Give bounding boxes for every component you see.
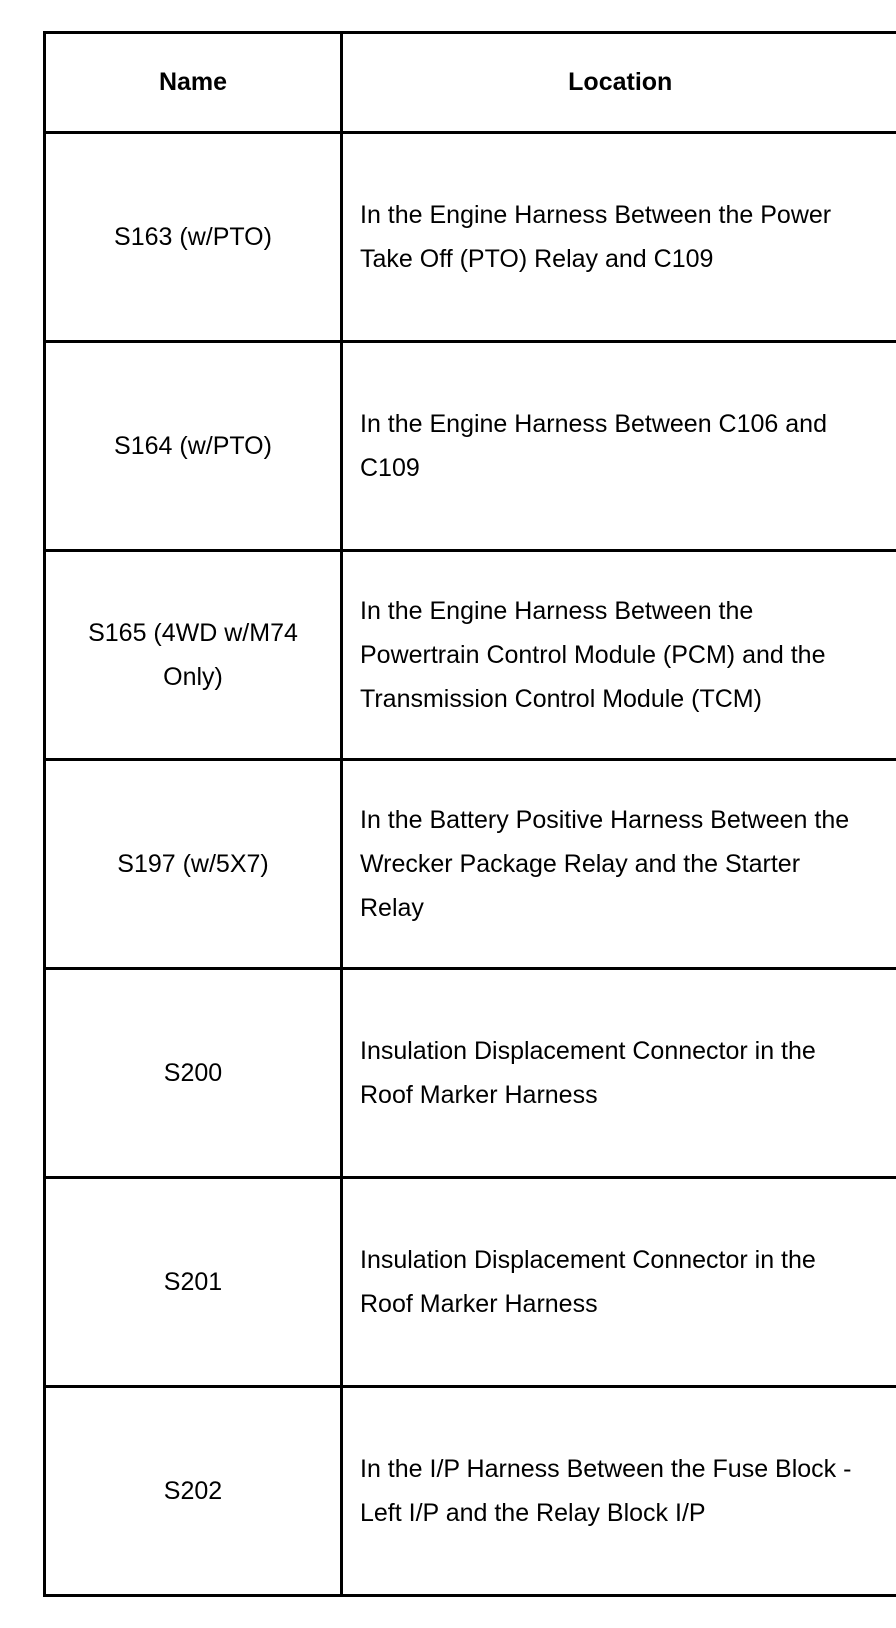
splice-location: In the Engine Harness Between C106 and C109 — [360, 410, 827, 482]
splice-name: S197 (w/5X7) — [117, 850, 269, 878]
cell-location — [342, 760, 896, 969]
cell-name — [45, 133, 342, 342]
cell-location — [342, 1387, 896, 1596]
splice-name: S200 — [163, 1059, 223, 1087]
splice-location-table — [43, 31, 896, 1597]
splice-location: Insulation Displacement Connector in the Roof Marker Harness — [360, 1037, 816, 1109]
splice-name: S165 (4WD w/M74 Only) — [88, 619, 298, 691]
splice-name: S164 (w/PTO) — [114, 432, 272, 460]
table-row — [45, 133, 896, 342]
header-row — [45, 33, 896, 133]
cell-name — [45, 1178, 342, 1387]
table-row — [45, 1387, 896, 1596]
table-header — [45, 33, 896, 133]
cell-location — [342, 342, 896, 551]
splice-location: In the Engine Harness Between the Power Take Off (PTO) Relay and C109 — [360, 201, 832, 273]
splice-name: S202 — [163, 1477, 223, 1505]
splice-location: In the Battery Positive Harness Between the Wrecker Package Relay and the Starter Relay — [360, 806, 850, 922]
splice-name: S201 — [163, 1268, 223, 1296]
splice-location: Insulation Displacement Connector in the Roof Marker Harness — [360, 1246, 816, 1318]
table-row — [45, 342, 896, 551]
table-body — [45, 133, 896, 1596]
cell-location — [342, 133, 896, 342]
cell-location — [342, 551, 896, 760]
cell-name — [45, 551, 342, 760]
cell-name — [45, 1387, 342, 1596]
cell-name — [45, 760, 342, 969]
splice-location-table-container — [43, 31, 896, 1597]
splice-location: In the Engine Harness Between the Powertrain Control Module (PCM) and the Transmission Control Module (TCM) — [360, 597, 826, 713]
table-row — [45, 1178, 896, 1387]
column-header-name: Name — [45, 33, 342, 133]
column-header-location: Location — [342, 33, 896, 133]
table-row — [45, 551, 896, 760]
table-row — [45, 760, 896, 969]
cell-location — [342, 969, 896, 1178]
splice-location: In the I/P Harness Between the Fuse Block - Left I/P and the Relay Block I/P — [360, 1455, 852, 1527]
splice-name: S163 (w/PTO) — [114, 223, 272, 251]
cell-location — [342, 1178, 896, 1387]
cell-name — [45, 342, 342, 551]
table-row — [45, 969, 896, 1178]
cell-name — [45, 969, 342, 1178]
